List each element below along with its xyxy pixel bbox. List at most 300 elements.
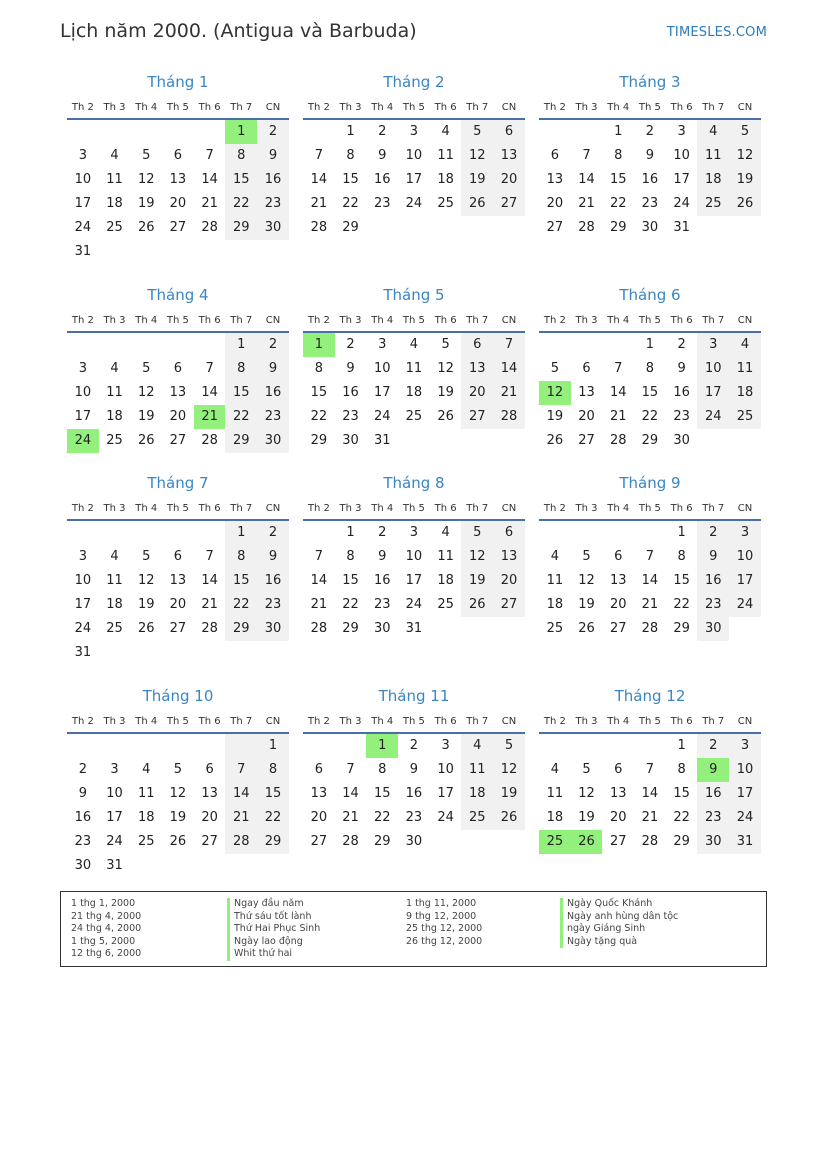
day-cell: 4 <box>697 120 729 144</box>
day-cell: 11 <box>437 148 454 163</box>
day-cell: 30 <box>697 617 729 641</box>
day-cell: 11 <box>137 786 155 801</box>
day-cell: 6 <box>493 521 525 545</box>
month-title: Tháng 6 <box>619 286 681 304</box>
day-cell: 17 <box>437 786 454 801</box>
day-cell: 8 <box>614 148 623 163</box>
day-cell: 13 <box>310 786 328 801</box>
week-row <box>539 806 761 830</box>
day-cell: 23 <box>405 810 423 825</box>
day-cell: 4 <box>550 549 559 564</box>
day-cell: 29 <box>673 834 690 849</box>
empty-cell <box>194 734 226 758</box>
weekday-label: CN <box>265 314 281 326</box>
day-cell: 27 <box>461 405 493 429</box>
day-cell: 9 <box>697 758 729 782</box>
weekday-label: Th 3 <box>103 314 126 326</box>
day-cell: 12 <box>137 573 155 588</box>
day-cell: 24 <box>729 806 761 830</box>
weekday-label: Th 3 <box>339 101 362 113</box>
day-cell: 23 <box>373 196 391 211</box>
empty-cell <box>398 216 430 240</box>
day-cell: 6 <box>314 762 323 777</box>
day-cell: 10 <box>729 758 761 782</box>
day-cell: 11 <box>106 385 123 400</box>
weekday-label: Th 4 <box>371 502 394 514</box>
week-row <box>539 545 761 569</box>
day-cell: 20 <box>546 196 564 211</box>
weekday-label: Th 3 <box>575 502 598 514</box>
day-cell: 5 <box>582 549 591 564</box>
day-cell: 22 <box>641 409 659 424</box>
day-cell: 7 <box>614 361 623 376</box>
week-row <box>303 617 525 641</box>
day-cell: 21 <box>609 409 627 424</box>
empty-cell <box>99 240 131 264</box>
empty-cell <box>602 734 634 758</box>
weekday-label: Th 5 <box>638 502 661 514</box>
day-cell: 14 <box>493 357 525 381</box>
day-cell: 9 <box>677 361 686 376</box>
weekday-label: Th 5 <box>166 502 189 514</box>
day-cell: 21 <box>342 810 359 825</box>
empty-cell <box>194 641 226 665</box>
weekday-label: Th 2 <box>307 715 330 727</box>
weekday-label: CN <box>501 314 517 326</box>
weekday-label: Th 2 <box>71 715 94 727</box>
week-row <box>539 381 761 405</box>
empty-cell <box>493 429 525 453</box>
month-title: Tháng 10 <box>142 687 214 705</box>
day-cell: 29 <box>342 621 359 636</box>
day-cell: 5 <box>142 549 151 564</box>
day-cell: 21 <box>641 597 659 612</box>
day-cell: 29 <box>310 433 328 448</box>
day-cell: 14 <box>201 385 218 400</box>
day-cell: 15 <box>373 786 391 801</box>
weekday-label: Th 6 <box>434 101 457 113</box>
weekday-label: Th 4 <box>371 715 394 727</box>
weekday-header <box>303 497 525 521</box>
day-cell: 3 <box>78 361 87 376</box>
day-cell: 16 <box>257 569 289 593</box>
day-cell: 3 <box>409 525 419 540</box>
week-row <box>67 854 289 878</box>
day-cell: 31 <box>373 433 391 448</box>
day-cell: 24 <box>437 810 454 825</box>
month-title: Tháng 4 <box>147 286 209 304</box>
day-cell: 5 <box>173 762 183 777</box>
day-cell: 1 <box>346 124 355 139</box>
empty-cell <box>430 617 462 641</box>
day-cell: 10 <box>729 545 761 569</box>
empty-cell <box>461 216 493 240</box>
weekday-label: CN <box>265 502 281 514</box>
month-1 <box>67 70 289 264</box>
day-cell: 2 <box>78 762 87 777</box>
month-5 <box>303 283 525 453</box>
month-title: Tháng 9 <box>619 474 681 492</box>
day-cell: 22 <box>225 192 257 216</box>
day-cell: 14 <box>310 573 328 588</box>
empty-cell <box>366 216 398 240</box>
day-cell: 16 <box>697 782 729 806</box>
weekday-label: Th 7 <box>230 502 253 514</box>
week-row <box>303 545 525 569</box>
day-cell: 18 <box>137 810 155 825</box>
empty-cell <box>729 429 761 453</box>
empty-cell <box>162 521 194 545</box>
day-cell: 22 <box>342 597 359 612</box>
day-cell: 27 <box>169 220 187 235</box>
day-cell: 26 <box>461 593 493 617</box>
day-cell: 27 <box>169 433 187 448</box>
day-cell: 20 <box>609 810 627 825</box>
day-cell: 15 <box>225 381 257 405</box>
day-cell: 23 <box>641 196 659 211</box>
weekday-label: Th 7 <box>230 314 253 326</box>
day-cell: 19 <box>461 168 493 192</box>
week-row <box>67 569 289 593</box>
day-cell: 23 <box>373 597 391 612</box>
day-cell: 1 <box>257 734 289 758</box>
week-row <box>303 216 525 240</box>
week-row <box>67 357 289 381</box>
empty-cell <box>634 521 666 545</box>
day-cell: 13 <box>493 144 525 168</box>
weekday-label: CN <box>737 715 753 727</box>
day-cell: 3 <box>378 337 387 352</box>
day-cell: 2 <box>645 124 655 139</box>
legend-date: 21 thg 4, 2000 <box>71 910 142 922</box>
day-cell: 28 <box>609 433 627 448</box>
day-cell: 10 <box>74 573 92 588</box>
weekday-label: Th 5 <box>166 314 189 326</box>
empty-cell <box>303 734 335 758</box>
day-cell: 5 <box>729 120 761 144</box>
day-cell: 18 <box>546 810 564 825</box>
day-cell: 30 <box>257 617 289 641</box>
day-cell: 23 <box>74 834 92 849</box>
weekday-label: Th 3 <box>103 502 126 514</box>
day-cell: 12 <box>461 545 493 569</box>
day-cell: 19 <box>578 810 595 825</box>
day-cell: 16 <box>641 172 659 187</box>
month-title: Tháng 11 <box>378 687 450 705</box>
weekday-label: Th 6 <box>670 502 693 514</box>
day-cell: 18 <box>106 409 123 424</box>
day-cell: 15 <box>609 172 627 187</box>
day-cell: 28 <box>641 834 659 849</box>
day-cell: 2 <box>378 124 387 139</box>
empty-cell <box>225 240 257 264</box>
day-cell: 4 <box>409 337 419 352</box>
day-cell: 9 <box>378 549 387 564</box>
day-cell: 31 <box>673 220 690 235</box>
day-cell: 19 <box>546 409 564 424</box>
day-cell: 15 <box>673 573 690 588</box>
day-cell: 19 <box>137 196 155 211</box>
empty-cell <box>257 854 289 878</box>
empty-cell <box>194 521 226 545</box>
day-cell: 11 <box>106 172 123 187</box>
week-row <box>303 782 525 806</box>
empty-cell <box>130 240 162 264</box>
day-cell: 18 <box>546 597 564 612</box>
day-cell: 11 <box>729 357 761 381</box>
day-cell: 14 <box>609 385 627 400</box>
weekday-label: Th 4 <box>371 314 394 326</box>
day-cell: 14 <box>225 782 257 806</box>
empty-cell <box>634 734 666 758</box>
month-3 <box>539 70 761 240</box>
empty-cell <box>194 854 226 878</box>
day-cell: 3 <box>697 333 729 357</box>
day-cell: 26 <box>137 621 155 636</box>
day-cell: 1 <box>645 337 655 352</box>
weekday-label: Th 5 <box>638 314 661 326</box>
day-cell: 21 <box>310 196 328 211</box>
legend-right-dates <box>406 898 482 948</box>
day-cell: 13 <box>169 573 187 588</box>
weekday-header <box>539 710 761 734</box>
day-cell: 6 <box>582 361 591 376</box>
day-cell: 7 <box>314 148 323 163</box>
weekday-label: Th 6 <box>434 715 457 727</box>
day-cell: 29 <box>609 220 627 235</box>
day-cell: 22 <box>673 597 690 612</box>
day-cell: 20 <box>461 381 493 405</box>
day-cell: 29 <box>641 433 659 448</box>
day-cell: 13 <box>169 385 187 400</box>
empty-cell <box>571 521 603 545</box>
weekday-label: Th 7 <box>230 101 253 113</box>
day-cell: 17 <box>106 810 123 825</box>
week-row <box>303 521 525 545</box>
day-cell: 17 <box>74 409 92 424</box>
week-row <box>539 168 761 192</box>
weekday-label: Th 7 <box>702 314 725 326</box>
week-row <box>303 593 525 617</box>
empty-cell <box>493 617 525 641</box>
day-cell: 16 <box>697 569 729 593</box>
day-cell: 6 <box>493 120 525 144</box>
day-cell: 28 <box>225 830 257 854</box>
day-cell: 23 <box>257 593 289 617</box>
day-cell: 24 <box>405 597 423 612</box>
day-cell: 27 <box>310 834 328 849</box>
day-cell: 3 <box>78 549 87 564</box>
day-cell: 1 <box>225 521 257 545</box>
weekday-label: Th 3 <box>575 715 598 727</box>
empty-cell <box>67 734 99 758</box>
day-cell: 10 <box>74 385 92 400</box>
day-cell: 31 <box>74 244 92 259</box>
weekday-header <box>303 96 525 120</box>
week-row <box>303 381 525 405</box>
week-row <box>539 617 761 641</box>
weekday-header <box>67 96 289 120</box>
day-cell: 17 <box>673 172 690 187</box>
weekday-label: Th 7 <box>702 502 725 514</box>
day-cell: 12 <box>137 172 155 187</box>
day-cell: 9 <box>697 545 729 569</box>
empty-cell <box>162 120 194 144</box>
day-cell: 24 <box>74 621 92 636</box>
week-row <box>67 545 289 569</box>
week-row <box>539 357 761 381</box>
day-cell: 5 <box>142 148 151 163</box>
weekday-label: Th 7 <box>466 715 489 727</box>
weekday-label: Th 7 <box>466 502 489 514</box>
day-cell: 27 <box>609 834 627 849</box>
day-cell: 4 <box>142 762 151 777</box>
month-9 <box>539 471 761 641</box>
day-cell: 27 <box>201 834 218 849</box>
day-cell: 22 <box>609 196 627 211</box>
legend-date: 26 thg 12, 2000 <box>406 935 483 947</box>
day-cell: 21 <box>578 196 595 211</box>
empty-cell <box>539 521 571 545</box>
day-cell: 25 <box>106 220 123 235</box>
day-cell: 23 <box>697 593 729 617</box>
day-cell: 17 <box>729 569 761 593</box>
week-row <box>67 734 289 758</box>
weekday-label: Th 2 <box>543 101 566 113</box>
day-cell: 11 <box>106 573 123 588</box>
week-row <box>539 216 761 240</box>
day-cell: 18 <box>106 597 123 612</box>
weekday-label: Th 7 <box>230 715 253 727</box>
legend-holiday-name: Ngay đầu năm <box>227 898 320 911</box>
day-cell: 10 <box>106 786 123 801</box>
day-cell: 4 <box>110 148 119 163</box>
empty-cell <box>162 333 194 357</box>
day-cell: 7 <box>205 148 214 163</box>
day-cell: 12 <box>578 573 595 588</box>
day-cell: 19 <box>729 168 761 192</box>
day-cell: 16 <box>342 385 359 400</box>
week-row <box>67 120 289 144</box>
day-cell: 15 <box>225 569 257 593</box>
day-cell: 17 <box>697 381 729 405</box>
day-cell: 31 <box>106 858 123 873</box>
day-cell: 27 <box>609 621 627 636</box>
day-cell: 5 <box>461 521 493 545</box>
day-cell: 18 <box>729 381 761 405</box>
day-cell: 28 <box>201 433 218 448</box>
day-cell: 13 <box>461 357 493 381</box>
week-row <box>539 192 761 216</box>
weekday-label: Th 6 <box>198 502 221 514</box>
day-cell: 29 <box>225 617 257 641</box>
day-cell: 24 <box>697 405 729 429</box>
weekday-label: Th 4 <box>371 101 394 113</box>
day-cell: 18 <box>461 782 493 806</box>
weekday-label: Th 2 <box>543 715 566 727</box>
day-cell: 2 <box>697 521 729 545</box>
day-cell: 25 <box>539 830 571 854</box>
day-cell: 5 <box>582 762 591 777</box>
empty-cell <box>493 830 525 854</box>
day-cell: 28 <box>578 220 595 235</box>
day-cell: 16 <box>373 172 391 187</box>
legend-date: 24 thg 4, 2000 <box>71 923 142 935</box>
weekday-header <box>539 497 761 521</box>
empty-cell <box>729 216 761 240</box>
day-cell: 21 <box>493 381 525 405</box>
weekday-header <box>539 309 761 333</box>
day-cell: 9 <box>78 786 87 801</box>
day-cell: 6 <box>461 333 493 357</box>
day-cell: 20 <box>169 597 187 612</box>
day-cell: 25 <box>546 621 564 636</box>
day-cell: 17 <box>373 385 391 400</box>
day-cell: 2 <box>697 734 729 758</box>
day-cell: 19 <box>137 409 155 424</box>
day-cell: 8 <box>346 549 355 564</box>
day-cell: 30 <box>697 830 729 854</box>
week-row <box>303 120 525 144</box>
weekday-label: Th 6 <box>434 314 457 326</box>
day-cell: 4 <box>110 549 119 564</box>
legend-holiday-name: Thứ sáu tốt lành <box>227 911 320 924</box>
day-cell: 16 <box>257 168 289 192</box>
day-cell: 26 <box>493 806 525 830</box>
day-cell: 20 <box>493 168 525 192</box>
weekday-label: Th 4 <box>607 502 630 514</box>
day-cell: 29 <box>673 621 690 636</box>
day-cell: 26 <box>578 621 595 636</box>
day-cell: 22 <box>257 806 289 830</box>
empty-cell <box>99 734 131 758</box>
week-row <box>303 405 525 429</box>
brand-link[interactable]: TIMESLES.COM <box>666 25 767 40</box>
day-cell: 10 <box>405 549 423 564</box>
day-cell: 3 <box>409 124 419 139</box>
day-cell: 7 <box>225 758 257 782</box>
day-cell: 7 <box>645 762 655 777</box>
empty-cell <box>303 120 335 144</box>
weekday-label: Th 5 <box>402 101 425 113</box>
day-cell: 8 <box>677 549 686 564</box>
day-cell: 14 <box>201 573 218 588</box>
day-cell: 19 <box>578 597 595 612</box>
day-cell: 28 <box>493 405 525 429</box>
day-cell: 15 <box>225 168 257 192</box>
day-cell: 4 <box>729 333 761 357</box>
day-cell: 19 <box>437 385 454 400</box>
day-cell: 25 <box>405 409 423 424</box>
legend-right-names <box>560 898 678 948</box>
day-cell: 16 <box>673 385 690 400</box>
day-cell: 2 <box>378 525 387 540</box>
day-cell: 9 <box>257 545 289 569</box>
day-cell: 10 <box>405 148 423 163</box>
legend-holiday-name: ngày Giáng Sinh <box>560 923 678 936</box>
day-cell: 1 <box>614 124 623 139</box>
day-cell: 8 <box>225 144 257 168</box>
day-cell: 2 <box>677 337 686 352</box>
weekday-label: Th 2 <box>71 502 94 514</box>
day-cell: 17 <box>405 573 423 588</box>
empty-cell <box>130 333 162 357</box>
day-cell: 24 <box>405 196 423 211</box>
day-cell: 22 <box>225 593 257 617</box>
day-cell: 26 <box>137 220 155 235</box>
weekday-label: Th 2 <box>543 502 566 514</box>
weekday-label: Th 5 <box>638 715 661 727</box>
